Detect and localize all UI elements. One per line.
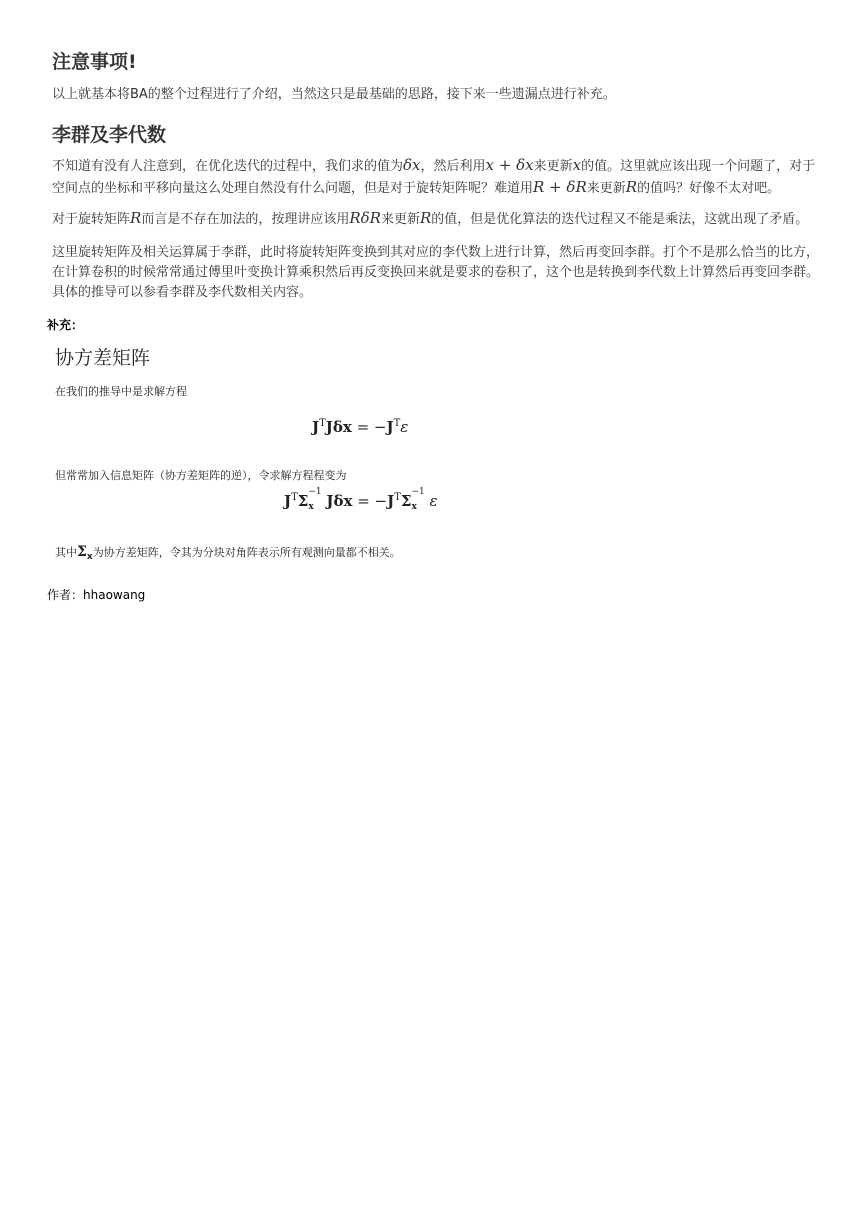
math-r-plus-delta-r: R + δR xyxy=(533,178,587,196)
covariance-line-2: 但常常加入信息矩阵（协方差矩阵的逆），令求解方程程变为 xyxy=(55,469,347,482)
lie-title: 李群及李代数 xyxy=(52,124,167,146)
supplement-label: 补充： xyxy=(47,318,84,332)
math-r: R xyxy=(625,178,638,196)
lie-paragraph-2: 对于旋转矩阵R而言是不存在加法的，按理讲应该用RδR来更新R的值，但是优化算法的迭代过程又不能是乘法，这就出现了矛盾。 xyxy=(52,209,809,227)
notes-intro: 以上就基本将BA的整个过程进行了介绍，当然这只是最基础的思路，接下来一些遗漏点进行补充。 xyxy=(52,87,616,102)
author-line: 作者：hhaowang xyxy=(47,588,146,602)
covariance-heading: 协方差矩阵 xyxy=(55,347,151,369)
math-delta-x: δx xyxy=(403,156,421,174)
equation-1: $J^TJ\delta x = -J^T\varepsilon$ xyxy=(312,418,409,436)
notes-title: 注意事项! xyxy=(52,51,137,73)
covariance-line-3: 其中$\Sigma_x$为协方差矩阵，令其为分块对角阵表示所有观测向量都不相关。 xyxy=(55,544,401,563)
math-x-plus-delta-x: x + δx xyxy=(485,156,534,174)
lie-paragraph-1: 不知道有没有人注意到，在优化迭代的过程中，我们求的值为δx，然后利用x + δx来更新x的值。这里就应该出现一个问题了，对于空间点的坐标和平移向量这么处理自然没有什么问题，但是对于旋转矩阵呢？难道用R + δR来更新R的值吗？好像不太对吧。 xyxy=(52,156,816,196)
math-r: R xyxy=(130,209,142,227)
math-r-delta-r: RδR xyxy=(349,209,381,227)
covariance-line-1: 在我们的推导中是求解方程 xyxy=(55,385,187,398)
math-x: x xyxy=(572,156,582,174)
lie-paragraph-3: 这里旋转矩阵及相关运算属于李群，此时将旋转矩阵变换到其对应的李代数上进行计算，然后再变回李群。打个不是那么恰当的比方，在计算卷积的时候常常通过傅里叶变换计算乘积然后再反变换回来就是要求的卷积了，这个也是转换到李代数上计算然后再变回李群。具体的推导可以参看李群及李代数相关内容。 xyxy=(52,245,820,300)
equation-2: $J^T\Sigma$ −1 x $J\delta x = -J^T\Sigma$ −1 x ε xyxy=(284,487,438,512)
math-r: R xyxy=(419,209,432,227)
